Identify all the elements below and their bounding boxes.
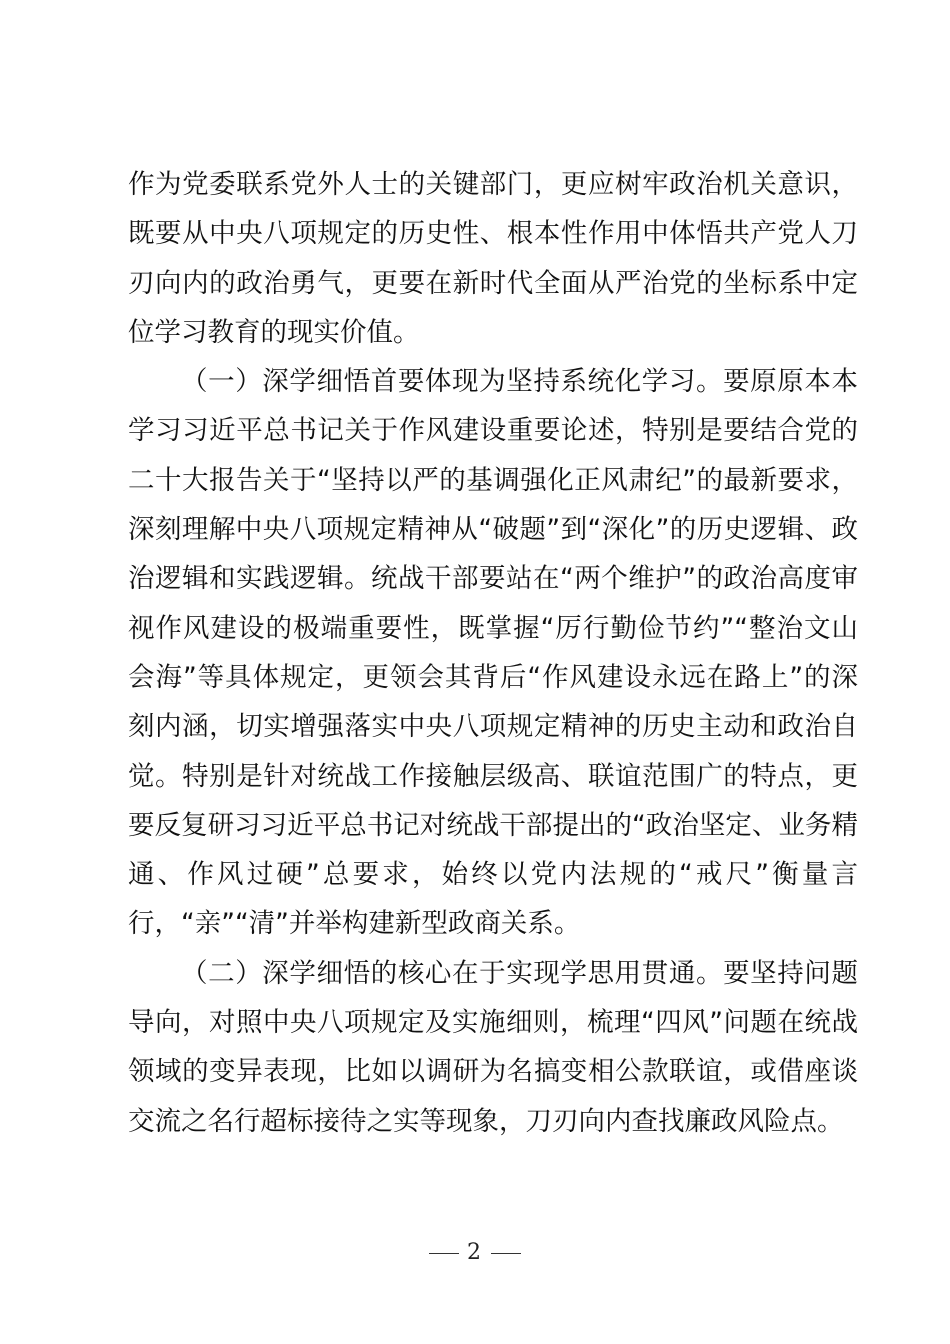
paragraph-section-one: （一）深学细悟首要体现为坚持系统化学习。要原原本本学习习近平总书记关于作风建设重要论述，特别是要结合党的二十大报告关于“坚持以严的基调强化正风肃纪”的最新要求，深刻理解中央八项规定精神从“破题”到“深化”的历史逻辑、政治逻辑和实践逻辑。统战干部要站在“两个维护”的政治高度审视作风建设的极端重要性，既掌握“厉行勤俭节约”“整治文山会海”等具体规定，更领会其背后“作风建设永远在路上”的深刻内涵，切实增强落实中央八项规定精神的历史主动和政治自觉。特别是针对统战工作接触层级高、联谊范围广的特点，更要反复研习习近平总书记对统战干部提出的“政治坚定、业务精通、作风过硬”总要求，始终以党内法规的“戒尺”衡量言行，“亲”“清”并举构建新型政商关系。 (128, 366, 858, 940)
right-dash-decoration (491, 1253, 521, 1254)
page-number: 2 (467, 1240, 483, 1265)
document-body (128, 160, 858, 1146)
paragraph-section-two: （二）深学细悟的核心在于实现学思用贯通。要坚持问题导向，对照中央八项规定及实施细则，梳理“四风”问题在统战领域的变异表现，比如以调研为名搞变相公款联谊，或借座谈交流之名行超标接待之实等现象，刀刃向内查找廉政风险点。 (128, 957, 858, 1137)
page-number-footer (0, 1238, 950, 1268)
paragraph-continuation: 作为党委联系党外人士的关键部门，更应树牢政治机关意识，既要从中央八项规定的历史性、根本性作用中体悟共产党人刀刃向内的政治勇气，更要在新时代全面从严治党的坐标系中定位学习教育的现实价值。 (128, 169, 858, 348)
left-dash-decoration (429, 1253, 459, 1254)
